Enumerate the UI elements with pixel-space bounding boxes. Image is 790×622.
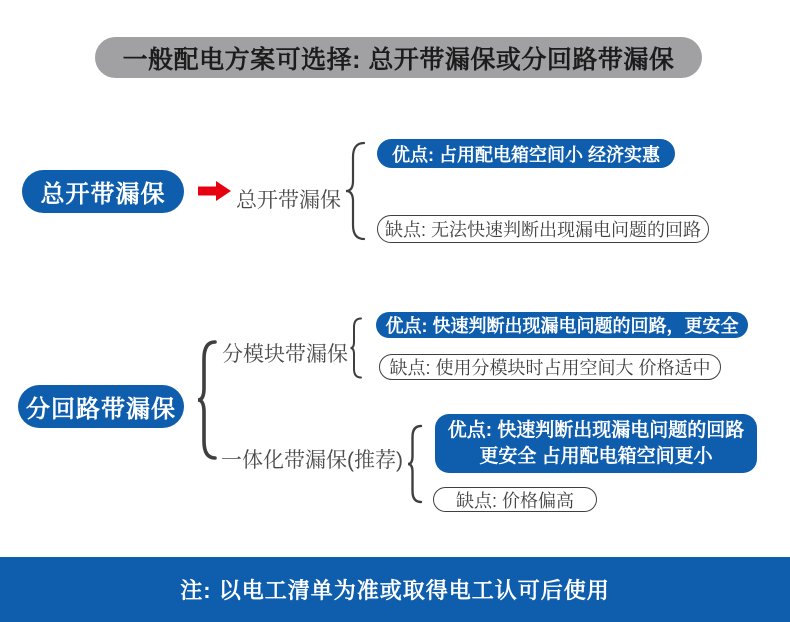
cons-badge-main-switch: 缺点: 无法快速判断出现漏电问题的回路 xyxy=(377,215,709,243)
root-node-branch-circuit: 分回路带漏保 xyxy=(18,385,184,428)
cons-badge-module: 缺点: 使用分模块时占用空间大 价格适中 xyxy=(379,354,721,380)
pros-integrated-line1: 优点: 快速判断出现漏电问题的回路 xyxy=(447,419,745,441)
cons-badge-integrated: 缺点: 价格偏高 xyxy=(433,487,597,512)
curly-brace-icon xyxy=(344,141,366,241)
node-integrated-label: 一体化带漏保(推荐) xyxy=(221,449,403,472)
pros-badge-main-switch: 优点: 占用配电箱空间小 经济实惠 xyxy=(377,139,675,168)
red-arrow-icon xyxy=(198,180,232,207)
pros-badge-module: 优点: 快速判断出现漏电问题的回路，更安全 xyxy=(376,312,748,338)
node-module-label: 分模块带漏保 xyxy=(222,343,348,366)
node-main-switch-label: 总开带漏保 xyxy=(236,189,341,212)
footer-note: 注: 以电工清单为准或取得电工认可后使用 xyxy=(0,557,790,622)
curly-brace-icon xyxy=(196,339,218,461)
pros-integrated-line2: 更安全 占用配电箱空间更小 xyxy=(479,445,713,467)
pros-badge-integrated xyxy=(435,414,757,473)
diagram-title: 一般配电方案可选择: 总开带漏保或分回路带漏保 xyxy=(95,37,702,78)
root-node-main-switch: 总开带漏保 xyxy=(22,170,184,213)
curly-brace-icon xyxy=(406,424,423,504)
curly-brace-icon xyxy=(349,317,363,379)
